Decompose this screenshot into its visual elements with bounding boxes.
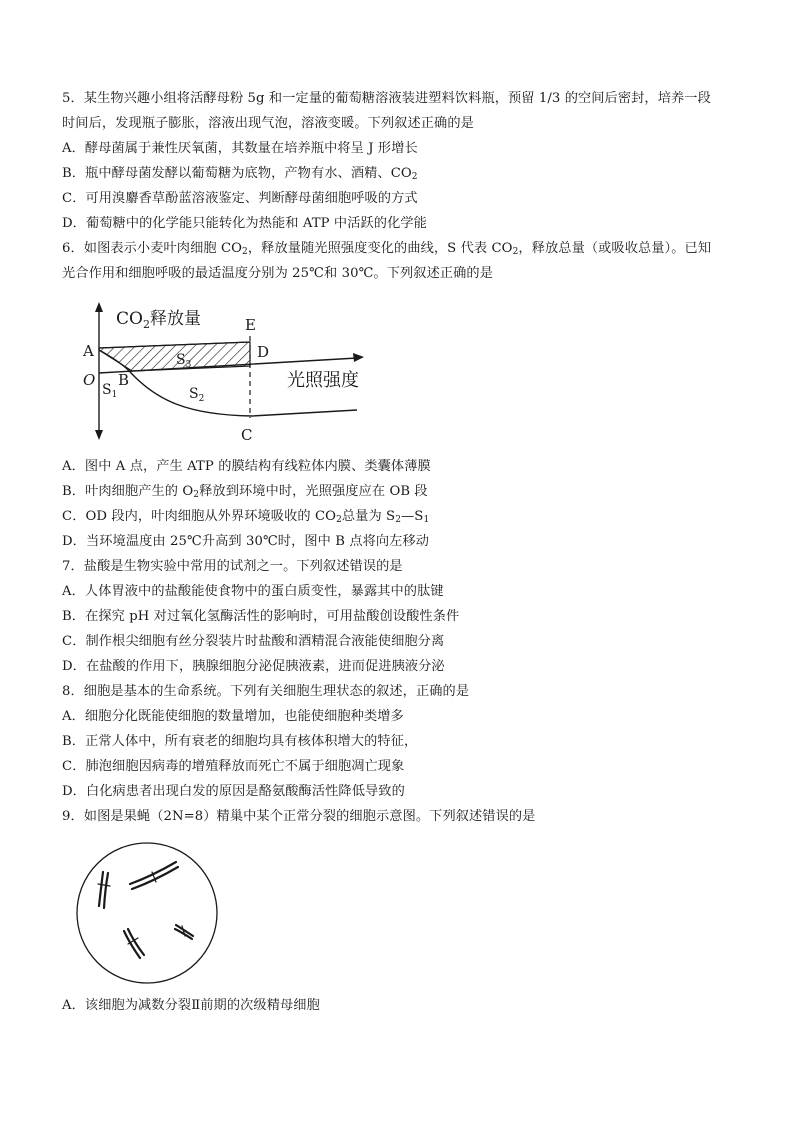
q8-option-c: C．肺泡细胞因病毒的增殖释放而死亡不属于细胞凋亡现象 [62, 759, 405, 774]
q8-option-d: D．白化病患者出现白发的原因是酪氨酸酶活性降低导致的 [62, 784, 405, 799]
q6-option-a: A．图中 A 点，产生 ATP 的膜结构有线粒体内膜、类囊体薄膜 [62, 459, 431, 474]
q9-stem: 9．如图是果蝇（2N=8）精巢中某个正常分裂的细胞示意图。下列叙述错误的是 [62, 809, 536, 824]
y-axis-arrow-down [95, 430, 103, 440]
s3-hatched-region [99, 342, 250, 371]
q5-option-a: A．酵母菌属于兼性厌氧菌，其数量在培养瓶中将呈 J 形增长 [62, 141, 418, 156]
q6-option-c: C．OD 段内，叶肉细胞从外界环境吸收的 $CO_2$总量为 $S_2—S_1$ [62, 509, 430, 525]
label-point-a: A [83, 342, 94, 360]
label-point-d: D [257, 343, 270, 361]
y-axis-label: $CO_2$释放量 [116, 309, 201, 331]
q6-stem-line2: 光合作用和细胞呼吸的最适温度分别为 25℃和 30℃。下列叙述正确的是 [62, 266, 494, 281]
y-axis-arrow-up [95, 302, 103, 312]
q5-option-c: C．可用溴麝香草酚蓝溶液鉴定、判断酵母菌细胞呼吸的方式 [62, 191, 418, 206]
cell-division-figure [72, 838, 222, 988]
q5-option-d: D．葡萄糖中的化学能只能转化为热能和 ATP 中活跃的化学能 [62, 216, 427, 231]
q7-option-a: A．人体胃液中的盐酸能使食物中的蛋白质变性，暴露其中的肽键 [62, 584, 444, 599]
q8-option-a: A．细胞分化既能使细胞的数量增加，也能使细胞种类增多 [62, 709, 404, 724]
label-s2: $S_2$ [189, 386, 205, 404]
q5-option-b: B．瓶中酵母菌发酵以葡萄糖为底物，产物有水、酒精、$CO_2$ [62, 166, 418, 182]
label-point-c: C [241, 426, 253, 444]
q5-stem-line2: 时间后，发现瓶子膨胀，溶液出现气泡，溶液变暖。下列叙述正确的是 [62, 116, 474, 131]
label-s3: $S_3$ [176, 352, 192, 370]
q9-option-a: A．该细胞为减数分裂Ⅱ前期的次级精母细胞 [62, 998, 320, 1013]
chromosome-4 [175, 925, 193, 939]
q7-stem: 7．盐酸是生物实验中常用的试剂之一。下列叙述错误的是 [62, 559, 403, 574]
label-origin-o: O [83, 371, 96, 389]
chromosome-1 [130, 862, 178, 889]
q6-option-d: D．当环境温度由 25℃升高到 30℃时，图中 B 点将向左移动 [62, 534, 430, 549]
q7-option-b: B．在探究 pH 对过氧化氢酶活性的影响时，可用盐酸创设酸性条件 [62, 609, 460, 624]
co2-release-curve-figure [72, 300, 382, 450]
label-point-e: E [245, 316, 256, 334]
q5-stem-line1: 5．某生物兴趣小组将活酵母粉 5g 和一定量的葡萄糖溶液装进塑料饮料瓶，预留 1/3 的空间后密封，培养一段 [62, 91, 711, 106]
x-axis-arrow [353, 353, 364, 362]
chromosome-3 [124, 929, 144, 958]
chromosome-2 [98, 872, 110, 908]
q6-option-b: B．叶肉细胞产生的 $O_2$释放到环境中时，光照强度应在 OB 段 [62, 484, 428, 500]
q7-option-d: D．在盐酸的作用下，胰腺细胞分泌促胰液素，进而促进胰液分泌 [62, 659, 445, 674]
x-axis-label: 光照强度 [287, 370, 359, 391]
label-s1: $S_1$ [102, 382, 118, 400]
cell-outline [77, 843, 217, 983]
q8-stem: 8．细胞是基本的生命系统。下列有关细胞生理状态的叙述，正确的是 [62, 684, 470, 699]
q8-option-b: B．正常人体中，所有衰老的细胞均具有核体积增大的特征， [62, 734, 418, 749]
label-point-b: B [118, 371, 130, 389]
q7-option-c: C．制作根尖细胞有丝分裂装片时盐酸和酒精混合液能使细胞分离 [62, 634, 445, 649]
q6-stem-line1: 6．如图表示小麦叶肉细胞 $CO_2$，释放量随光照强度变化的曲线，S 代表 $CO_2$，释放总量（或吸收总量）。已知 [62, 241, 712, 257]
